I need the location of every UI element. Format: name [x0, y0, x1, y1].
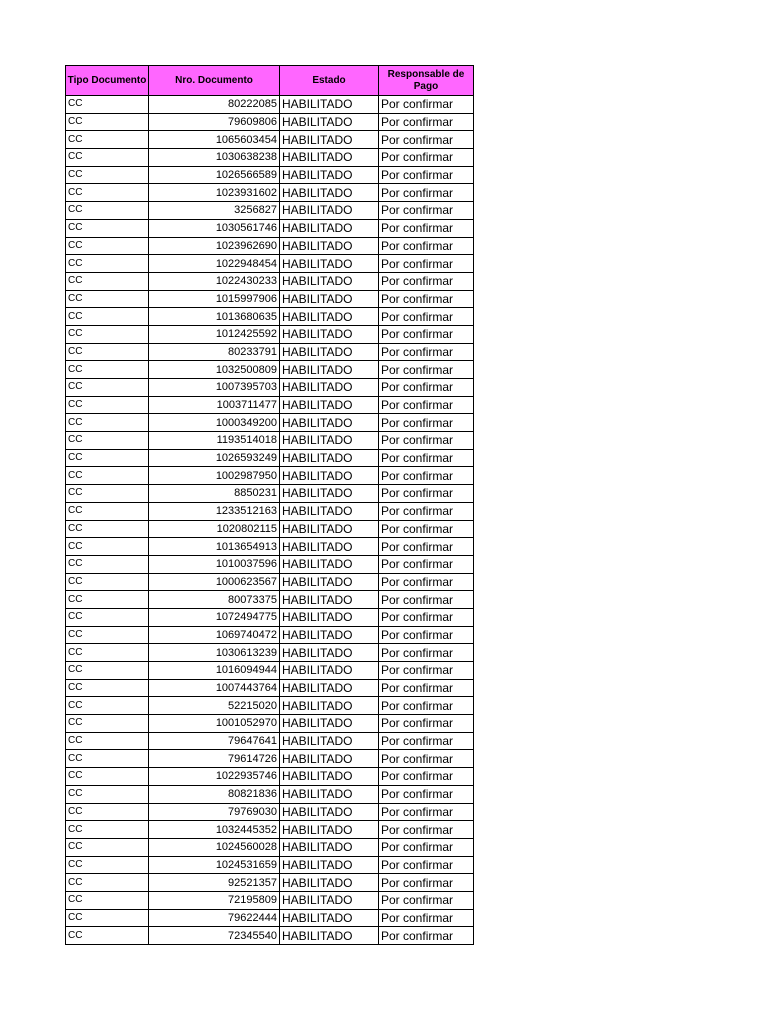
cell-responsable-de-pago: Por confirmar — [379, 838, 474, 856]
table-row — [66, 715, 474, 733]
cell-estado: HABILITADO — [280, 485, 379, 503]
table-row — [66, 184, 474, 202]
cell-tipo-documento: CC — [66, 874, 149, 892]
cell-responsable-de-pago: Por confirmar — [379, 785, 474, 803]
cell-estado: HABILITADO — [280, 396, 379, 414]
cell-nro-documento: 79609806 — [149, 113, 280, 131]
cell-estado: HABILITADO — [280, 679, 379, 697]
table-row — [66, 96, 474, 114]
cell-tipo-documento: CC — [66, 414, 149, 432]
cell-nro-documento: 1023962690 — [149, 237, 280, 255]
cell-responsable-de-pago: Por confirmar — [379, 715, 474, 733]
cell-responsable-de-pago: Por confirmar — [379, 679, 474, 697]
cell-nro-documento: 1000623567 — [149, 573, 280, 591]
cell-estado: HABILITADO — [280, 856, 379, 874]
cell-estado: HABILITADO — [280, 591, 379, 609]
cell-nro-documento: 1013680635 — [149, 308, 280, 326]
cell-nro-documento: 1032500809 — [149, 361, 280, 379]
cell-nro-documento: 1000349200 — [149, 414, 280, 432]
table-row — [66, 874, 474, 892]
cell-nro-documento: 79622444 — [149, 909, 280, 927]
cell-tipo-documento: CC — [66, 732, 149, 750]
cell-tipo-documento: CC — [66, 927, 149, 945]
cell-responsable-de-pago: Por confirmar — [379, 449, 474, 467]
cell-tipo-documento: CC — [66, 149, 149, 167]
cell-nro-documento: 1065603454 — [149, 131, 280, 149]
cell-responsable-de-pago: Por confirmar — [379, 414, 474, 432]
cell-nro-documento: 1193514018 — [149, 432, 280, 450]
cell-tipo-documento: CC — [66, 343, 149, 361]
cell-nro-documento: 80233791 — [149, 343, 280, 361]
table-row — [66, 626, 474, 644]
cell-nro-documento: 8850231 — [149, 485, 280, 503]
cell-estado: HABILITADO — [280, 184, 379, 202]
cell-tipo-documento: CC — [66, 361, 149, 379]
cell-estado: HABILITADO — [280, 255, 379, 273]
cell-responsable-de-pago: Por confirmar — [379, 149, 474, 167]
cell-tipo-documento: CC — [66, 750, 149, 768]
table-row — [66, 149, 474, 167]
table-row — [66, 768, 474, 786]
cell-tipo-documento: CC — [66, 555, 149, 573]
cell-estado: HABILITADO — [280, 874, 379, 892]
cell-tipo-documento: CC — [66, 591, 149, 609]
cell-responsable-de-pago: Por confirmar — [379, 166, 474, 184]
cell-tipo-documento: CC — [66, 166, 149, 184]
cell-nro-documento: 79647641 — [149, 732, 280, 750]
cell-responsable-de-pago: Por confirmar — [379, 379, 474, 397]
table-row — [66, 662, 474, 680]
cell-nro-documento: 1030613239 — [149, 644, 280, 662]
cell-tipo-documento: CC — [66, 237, 149, 255]
cell-estado: HABILITADO — [280, 927, 379, 945]
cell-nro-documento: 1022430233 — [149, 272, 280, 290]
cell-tipo-documento: CC — [66, 644, 149, 662]
cell-responsable-de-pago: Por confirmar — [379, 361, 474, 379]
cell-estado: HABILITADO — [280, 290, 379, 308]
header-nro-documento: Nro. Documento — [149, 66, 280, 96]
cell-estado: HABILITADO — [280, 608, 379, 626]
cell-estado: HABILITADO — [280, 644, 379, 662]
cell-tipo-documento: CC — [66, 113, 149, 131]
cell-estado: HABILITADO — [280, 803, 379, 821]
table-row — [66, 467, 474, 485]
cell-tipo-documento: CC — [66, 909, 149, 927]
cell-nro-documento: 1030561746 — [149, 219, 280, 237]
cell-tipo-documento: CC — [66, 803, 149, 821]
cell-responsable-de-pago: Por confirmar — [379, 874, 474, 892]
table-row — [66, 449, 474, 467]
cell-estado: HABILITADO — [280, 166, 379, 184]
cell-tipo-documento: CC — [66, 891, 149, 909]
table-row — [66, 202, 474, 220]
table-row — [66, 750, 474, 768]
cell-nro-documento: 1007395703 — [149, 379, 280, 397]
cell-responsable-de-pago: Por confirmar — [379, 608, 474, 626]
cell-responsable-de-pago: Por confirmar — [379, 520, 474, 538]
cell-nro-documento: 1026593249 — [149, 449, 280, 467]
cell-responsable-de-pago: Por confirmar — [379, 927, 474, 945]
cell-estado: HABILITADO — [280, 732, 379, 750]
cell-estado: HABILITADO — [280, 96, 379, 114]
cell-estado: HABILITADO — [280, 149, 379, 167]
cell-responsable-de-pago: Por confirmar — [379, 272, 474, 290]
cell-nro-documento: 72345540 — [149, 927, 280, 945]
cell-tipo-documento: CC — [66, 697, 149, 715]
cell-estado: HABILITADO — [280, 715, 379, 733]
cell-tipo-documento: CC — [66, 608, 149, 626]
cell-tipo-documento: CC — [66, 856, 149, 874]
cell-nro-documento: 1022935746 — [149, 768, 280, 786]
cell-tipo-documento: CC — [66, 821, 149, 839]
cell-estado: HABILITADO — [280, 750, 379, 768]
cell-tipo-documento: CC — [66, 325, 149, 343]
cell-responsable-de-pago: Por confirmar — [379, 290, 474, 308]
cell-tipo-documento: CC — [66, 184, 149, 202]
cell-estado: HABILITADO — [280, 697, 379, 715]
cell-nro-documento: 1032445352 — [149, 821, 280, 839]
cell-estado: HABILITADO — [280, 555, 379, 573]
cell-tipo-documento: CC — [66, 449, 149, 467]
cell-estado: HABILITADO — [280, 838, 379, 856]
cell-estado: HABILITADO — [280, 538, 379, 556]
cell-responsable-de-pago: Por confirmar — [379, 432, 474, 450]
cell-responsable-de-pago: Por confirmar — [379, 891, 474, 909]
cell-responsable-de-pago: Por confirmar — [379, 909, 474, 927]
cell-tipo-documento: CC — [66, 785, 149, 803]
cell-responsable-de-pago: Por confirmar — [379, 255, 474, 273]
cell-nro-documento: 1069740472 — [149, 626, 280, 644]
cell-responsable-de-pago: Por confirmar — [379, 821, 474, 839]
table-body — [66, 96, 474, 945]
table-row — [66, 113, 474, 131]
cell-estado: HABILITADO — [280, 909, 379, 927]
cell-nro-documento: 1022948454 — [149, 255, 280, 273]
cell-estado: HABILITADO — [280, 662, 379, 680]
cell-nro-documento: 1003711477 — [149, 396, 280, 414]
cell-estado: HABILITADO — [280, 343, 379, 361]
cell-nro-documento: 72195809 — [149, 891, 280, 909]
cell-responsable-de-pago: Por confirmar — [379, 96, 474, 114]
cell-responsable-de-pago: Por confirmar — [379, 662, 474, 680]
table-row — [66, 414, 474, 432]
cell-responsable-de-pago: Por confirmar — [379, 325, 474, 343]
cell-estado: HABILITADO — [280, 219, 379, 237]
document-table — [65, 65, 474, 945]
table-row — [66, 520, 474, 538]
cell-estado: HABILITADO — [280, 308, 379, 326]
table-row — [66, 927, 474, 945]
cell-responsable-de-pago: Por confirmar — [379, 555, 474, 573]
cell-nro-documento: 1020802115 — [149, 520, 280, 538]
cell-tipo-documento: CC — [66, 573, 149, 591]
cell-tipo-documento: CC — [66, 467, 149, 485]
table-header — [66, 66, 474, 96]
table-row — [66, 555, 474, 573]
cell-tipo-documento: CC — [66, 520, 149, 538]
cell-responsable-de-pago: Por confirmar — [379, 697, 474, 715]
cell-nro-documento: 1001052970 — [149, 715, 280, 733]
cell-nro-documento: 79769030 — [149, 803, 280, 821]
cell-estado: HABILITADO — [280, 768, 379, 786]
cell-responsable-de-pago: Por confirmar — [379, 502, 474, 520]
table-row — [66, 538, 474, 556]
cell-nro-documento: 1012425592 — [149, 325, 280, 343]
cell-nro-documento: 1023931602 — [149, 184, 280, 202]
cell-nro-documento: 92521357 — [149, 874, 280, 892]
table-row — [66, 891, 474, 909]
cell-nro-documento: 79614726 — [149, 750, 280, 768]
cell-tipo-documento: CC — [66, 838, 149, 856]
table-row — [66, 255, 474, 273]
header-responsable-de-pago: Responsable de Pago — [379, 66, 474, 96]
cell-tipo-documento: CC — [66, 485, 149, 503]
table-row — [66, 785, 474, 803]
table-row — [66, 361, 474, 379]
table-row — [66, 308, 474, 326]
cell-tipo-documento: CC — [66, 768, 149, 786]
cell-nro-documento: 3256827 — [149, 202, 280, 220]
table-row — [66, 909, 474, 927]
cell-nro-documento: 1002987950 — [149, 467, 280, 485]
cell-nro-documento: 1007443764 — [149, 679, 280, 697]
cell-tipo-documento: CC — [66, 662, 149, 680]
cell-nro-documento: 1015997906 — [149, 290, 280, 308]
cell-tipo-documento: CC — [66, 396, 149, 414]
cell-responsable-de-pago: Por confirmar — [379, 591, 474, 609]
table-row — [66, 838, 474, 856]
cell-estado: HABILITADO — [280, 891, 379, 909]
cell-responsable-de-pago: Por confirmar — [379, 768, 474, 786]
table-row — [66, 325, 474, 343]
table-row — [66, 803, 474, 821]
table-row — [66, 272, 474, 290]
table-row — [66, 856, 474, 874]
cell-tipo-documento: CC — [66, 272, 149, 290]
cell-estado: HABILITADO — [280, 573, 379, 591]
cell-estado: HABILITADO — [280, 202, 379, 220]
cell-nro-documento: 80073375 — [149, 591, 280, 609]
cell-responsable-de-pago: Por confirmar — [379, 202, 474, 220]
cell-responsable-de-pago: Por confirmar — [379, 485, 474, 503]
table-row — [66, 591, 474, 609]
cell-nro-documento: 1030638238 — [149, 149, 280, 167]
cell-nro-documento: 1072494775 — [149, 608, 280, 626]
cell-responsable-de-pago: Por confirmar — [379, 856, 474, 874]
table-row — [66, 573, 474, 591]
header-row — [66, 66, 474, 96]
cell-estado: HABILITADO — [280, 520, 379, 538]
cell-tipo-documento: CC — [66, 219, 149, 237]
cell-tipo-documento: CC — [66, 290, 149, 308]
cell-tipo-documento: CC — [66, 715, 149, 733]
table-row — [66, 219, 474, 237]
cell-estado: HABILITADO — [280, 821, 379, 839]
table-row — [66, 290, 474, 308]
table-row — [66, 821, 474, 839]
table-row — [66, 396, 474, 414]
cell-responsable-de-pago: Por confirmar — [379, 732, 474, 750]
table-row — [66, 644, 474, 662]
cell-responsable-de-pago: Por confirmar — [379, 803, 474, 821]
table-row — [66, 485, 474, 503]
table-row — [66, 131, 474, 149]
cell-estado: HABILITADO — [280, 626, 379, 644]
cell-estado: HABILITADO — [280, 502, 379, 520]
cell-tipo-documento: CC — [66, 202, 149, 220]
table-row — [66, 379, 474, 397]
cell-responsable-de-pago: Por confirmar — [379, 538, 474, 556]
table-row — [66, 432, 474, 450]
cell-nro-documento: 1233512163 — [149, 502, 280, 520]
cell-estado: HABILITADO — [280, 325, 379, 343]
cell-responsable-de-pago: Por confirmar — [379, 750, 474, 768]
cell-estado: HABILITADO — [280, 432, 379, 450]
cell-responsable-de-pago: Por confirmar — [379, 396, 474, 414]
cell-responsable-de-pago: Por confirmar — [379, 308, 474, 326]
cell-tipo-documento: CC — [66, 255, 149, 273]
cell-nro-documento: 1010037596 — [149, 555, 280, 573]
table-row — [66, 732, 474, 750]
cell-estado: HABILITADO — [280, 414, 379, 432]
header-tipo-documento: Tipo Documento — [66, 66, 149, 96]
cell-nro-documento: 1016094944 — [149, 662, 280, 680]
cell-estado: HABILITADO — [280, 131, 379, 149]
cell-responsable-de-pago: Por confirmar — [379, 467, 474, 485]
cell-nro-documento: 1024531659 — [149, 856, 280, 874]
cell-estado: HABILITADO — [280, 379, 379, 397]
cell-responsable-de-pago: Por confirmar — [379, 113, 474, 131]
header-estado: Estado — [280, 66, 379, 96]
table-row — [66, 343, 474, 361]
cell-estado: HABILITADO — [280, 272, 379, 290]
cell-tipo-documento: CC — [66, 96, 149, 114]
cell-responsable-de-pago: Por confirmar — [379, 343, 474, 361]
cell-tipo-documento: CC — [66, 502, 149, 520]
cell-estado: HABILITADO — [280, 113, 379, 131]
cell-responsable-de-pago: Por confirmar — [379, 219, 474, 237]
cell-responsable-de-pago: Por confirmar — [379, 237, 474, 255]
cell-tipo-documento: CC — [66, 308, 149, 326]
cell-tipo-documento: CC — [66, 679, 149, 697]
table-row — [66, 502, 474, 520]
cell-responsable-de-pago: Por confirmar — [379, 573, 474, 591]
table-row — [66, 697, 474, 715]
cell-estado: HABILITADO — [280, 361, 379, 379]
table-row — [66, 608, 474, 626]
cell-nro-documento: 1024560028 — [149, 838, 280, 856]
cell-responsable-de-pago: Por confirmar — [379, 184, 474, 202]
cell-tipo-documento: CC — [66, 432, 149, 450]
cell-tipo-documento: CC — [66, 626, 149, 644]
cell-nro-documento: 1026566589 — [149, 166, 280, 184]
cell-nro-documento: 1013654913 — [149, 538, 280, 556]
cell-estado: HABILITADO — [280, 237, 379, 255]
cell-responsable-de-pago: Por confirmar — [379, 626, 474, 644]
cell-nro-documento: 80222085 — [149, 96, 280, 114]
table-row — [66, 166, 474, 184]
cell-tipo-documento: CC — [66, 379, 149, 397]
table-row — [66, 237, 474, 255]
cell-estado: HABILITADO — [280, 449, 379, 467]
cell-responsable-de-pago: Por confirmar — [379, 644, 474, 662]
table-row — [66, 679, 474, 697]
cell-estado: HABILITADO — [280, 785, 379, 803]
cell-tipo-documento: CC — [66, 131, 149, 149]
cell-responsable-de-pago: Por confirmar — [379, 131, 474, 149]
cell-tipo-documento: CC — [66, 538, 149, 556]
cell-nro-documento: 80821836 — [149, 785, 280, 803]
cell-estado: HABILITADO — [280, 467, 379, 485]
cell-nro-documento: 52215020 — [149, 697, 280, 715]
